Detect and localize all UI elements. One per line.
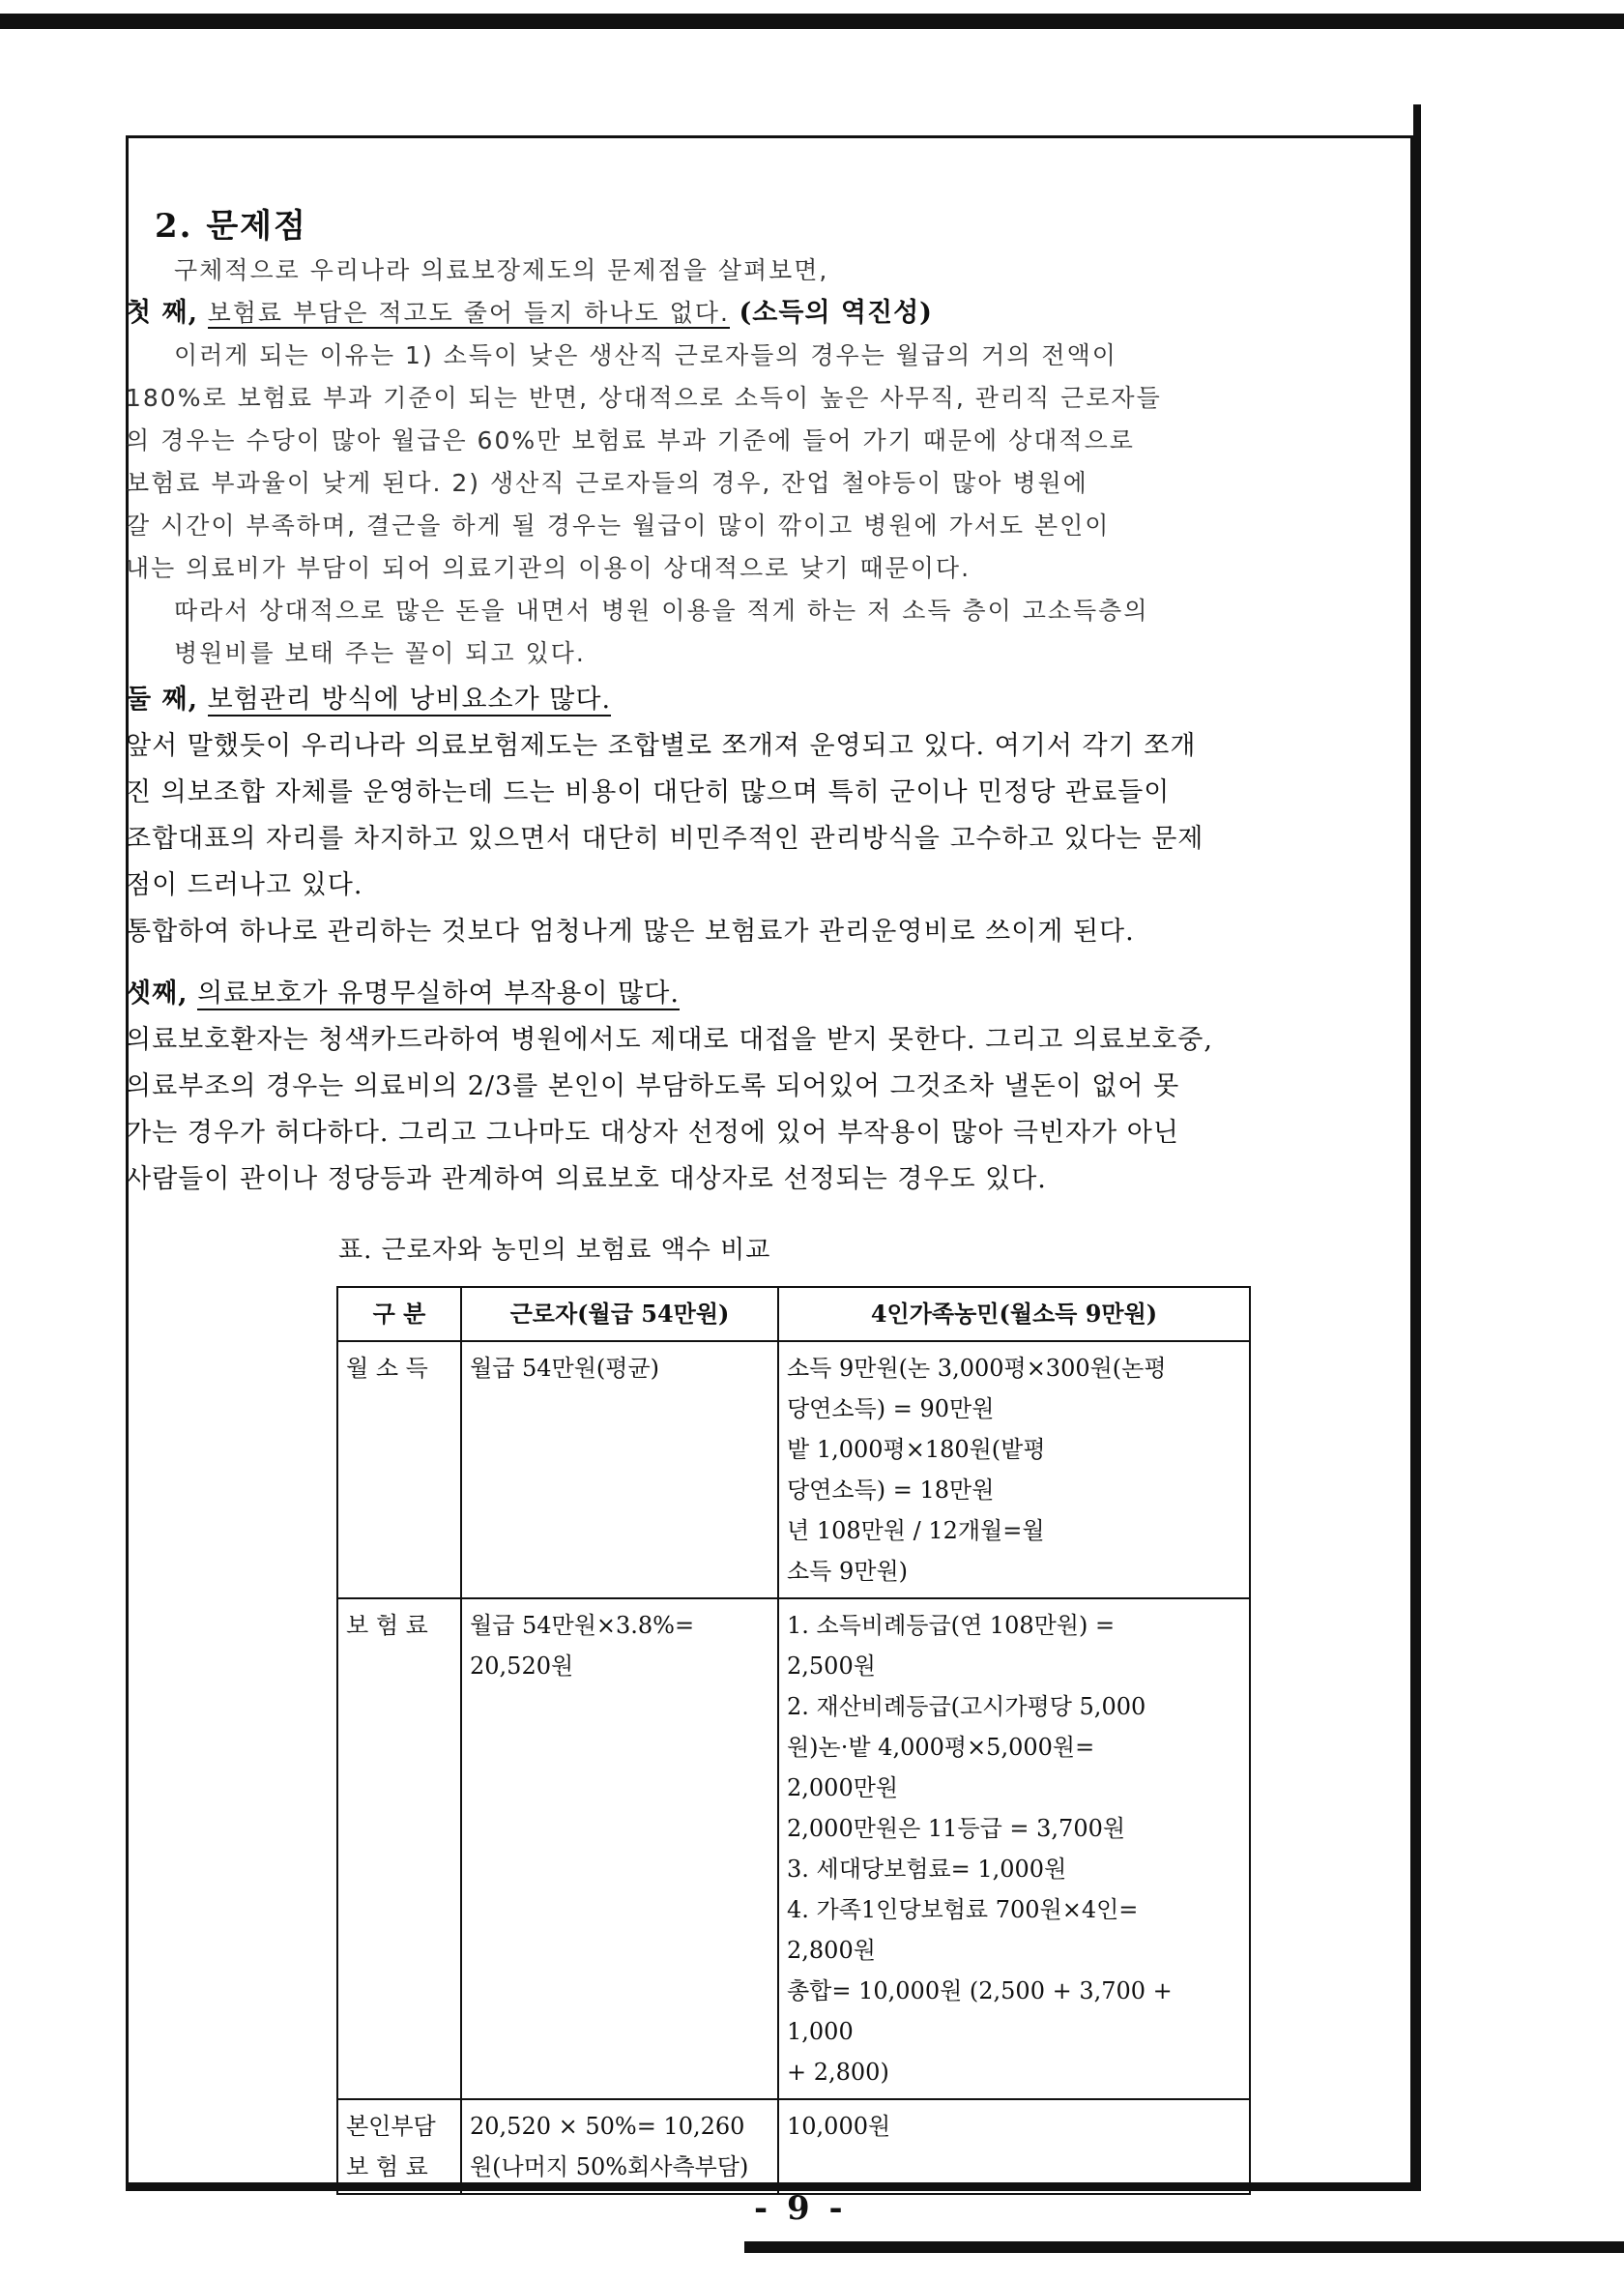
row-farmer: 소득 9만원(논 3,000평×300원(논평 당연소득) = 90만원 밭 1,000평×180원(밭평 당연소득) = 18만원 년 108만원 / 12개월=월 소득 9만원) xyxy=(778,1341,1250,1598)
row-farmer: 1. 소득비례등급(연 108만원) = 2,500원 2. 재산비례등급(고시가평당 5,000 원)논·밭 4,000평×5,000원= 2,000만원 2,000만원은 11등급 = 3,700원 3. 세대당보험료= 1,000원 4. 가족1인당보험료 700원×4인= 2,800원 총합= 10,000원 (2,500 + 3,700 + 1,000 + 2,800) xyxy=(778,1598,1250,2099)
second-body-line: 조합대표의 자리를 차지하고 있으면서 대단히 비민주적인 관리방식을 고수하고 있다는 문제 xyxy=(126,824,1204,854)
first-body-line: 병원비를 보태 주는 꼴이 되고 있다. xyxy=(174,639,586,667)
row-label: 본인부담 보 험 료 xyxy=(337,2099,461,2194)
row-worker: 월급 54만원(평균) xyxy=(461,1341,778,1598)
second-title: 보험관리 방식에 낭비요소가 많다. xyxy=(207,685,612,715)
comparison-table xyxy=(336,1286,1251,2195)
frame-shadow-right xyxy=(1413,104,1421,2189)
bottom-scan-bar xyxy=(744,2241,1624,2253)
row-farmer: 10,000원 xyxy=(778,2099,1250,2194)
first-body-line: 따라서 상대적으로 많은 돈을 내면서 병원 이용을 적게 하는 저 소득 층이 고소득층의 xyxy=(174,597,1149,625)
second-body-line: 통합하여 하나로 관리하는 것보다 엄청나게 많은 보험료가 관리운영비로 쓰이게 된다. xyxy=(126,917,1135,947)
section-first xyxy=(126,249,1411,675)
second-body-line: 앞서 말했듯이 우리나라 의료보험제도는 조합별로 쪼개져 운영되고 있다. 여기서 각기 쪼개 xyxy=(126,731,1197,761)
third-title: 의료보호가 유명무실하여 부작용이 많다. xyxy=(197,979,680,1009)
third-body-line: 사람들이 관이나 정당등과 관계하여 의료보호 대상자로 선정되는 경우도 있다. xyxy=(126,1164,1047,1194)
intro-line: 구체적으로 우리나라 의료보장제도의 문제점을 살펴보면, xyxy=(174,256,829,284)
first-body-line: 보험료 부과율이 낮게 된다. 2) 생산직 근로자들의 경우, 잔업 철야등이 많아 병원에 xyxy=(126,469,1088,497)
table-header-cell: 근로자(월급 54만원) xyxy=(461,1287,778,1341)
third-body-line: 의료보호환자는 청색카드라하여 병원에서도 제대로 대접을 받지 못한다. 그리고 의료보호중, xyxy=(126,1025,1213,1055)
table-header-row xyxy=(337,1287,1250,1341)
table-caption: 표. 근로자와 농민의 보험료 액수 비교 xyxy=(338,1236,771,1265)
table-header-cell: 4인가족농민(월소득 9만원) xyxy=(778,1287,1250,1341)
table-row xyxy=(337,2099,1250,2194)
third-body-line: 의료부조의 경우는 의료비의 2/3를 본인이 부담하도록 되어있어 그것조차 낼돈이 없어 못 xyxy=(126,1071,1180,1101)
second-body-line: 진 의보조합 자체를 운영하는데 드는 비용이 대단히 많으며 특히 군이나 민정당 관료들이 xyxy=(126,777,1171,807)
table-row xyxy=(337,1598,1250,2099)
first-body-line: 갈 시간이 부족하며, 결근을 하게 될 경우는 월급이 많이 깎이고 병원에 가서도 본인이 xyxy=(126,512,1111,540)
first-body-line: 의 경우는 수당이 많아 월급은 60%만 보험료 부과 기준에 들어 가기 때문에 상대적으로 xyxy=(126,426,1135,454)
first-body-line: 180%로 보험료 부과 기준이 되는 반면, 상대적으로 소득이 높은 사무직, 관리직 근로자들 xyxy=(126,384,1162,412)
first-body-line: 이러게 되는 이유는 1) 소득이 낮은 생산직 근로자들의 경우는 월급의 거의 전액이 xyxy=(174,341,1117,369)
table-row xyxy=(337,1341,1250,1598)
section-heading: 2. 문제점 xyxy=(155,207,307,246)
page-number: - 9 - xyxy=(754,2189,847,2228)
third-body-line: 가는 경우가 허다하다. 그리고 그나마도 대상자 선정에 있어 부작용이 많아 극빈자가 아닌 xyxy=(126,1118,1179,1148)
second-label: 둘 째, xyxy=(126,685,198,715)
first-tag: (소득의 역진성) xyxy=(739,298,933,328)
first-body-line: 내는 의료비가 부담이 되어 의료기관의 이용이 상대적으로 낮기 때문이다. xyxy=(126,554,972,582)
row-label: 보 험 료 xyxy=(337,1598,461,2099)
section-third xyxy=(126,971,1411,1203)
table-header-cell: 구 분 xyxy=(337,1287,461,1341)
third-label: 셋째, xyxy=(126,979,188,1009)
first-label: 첫 째, xyxy=(126,298,198,328)
section-second xyxy=(126,677,1411,955)
row-worker: 20,520 × 50%= 10,260 원(나머지 50%회사측부담) xyxy=(461,2099,778,2194)
row-label: 월 소 득 xyxy=(337,1341,461,1598)
first-body xyxy=(126,335,1411,675)
first-title: 보험료 부담은 적고도 줄어 들지 하나도 없다. xyxy=(207,299,730,327)
row-worker: 월급 54만원×3.8%= 20,520원 xyxy=(461,1598,778,2099)
second-body-line: 점이 드러나고 있다. xyxy=(126,870,363,900)
top-scan-bar xyxy=(0,14,1624,29)
